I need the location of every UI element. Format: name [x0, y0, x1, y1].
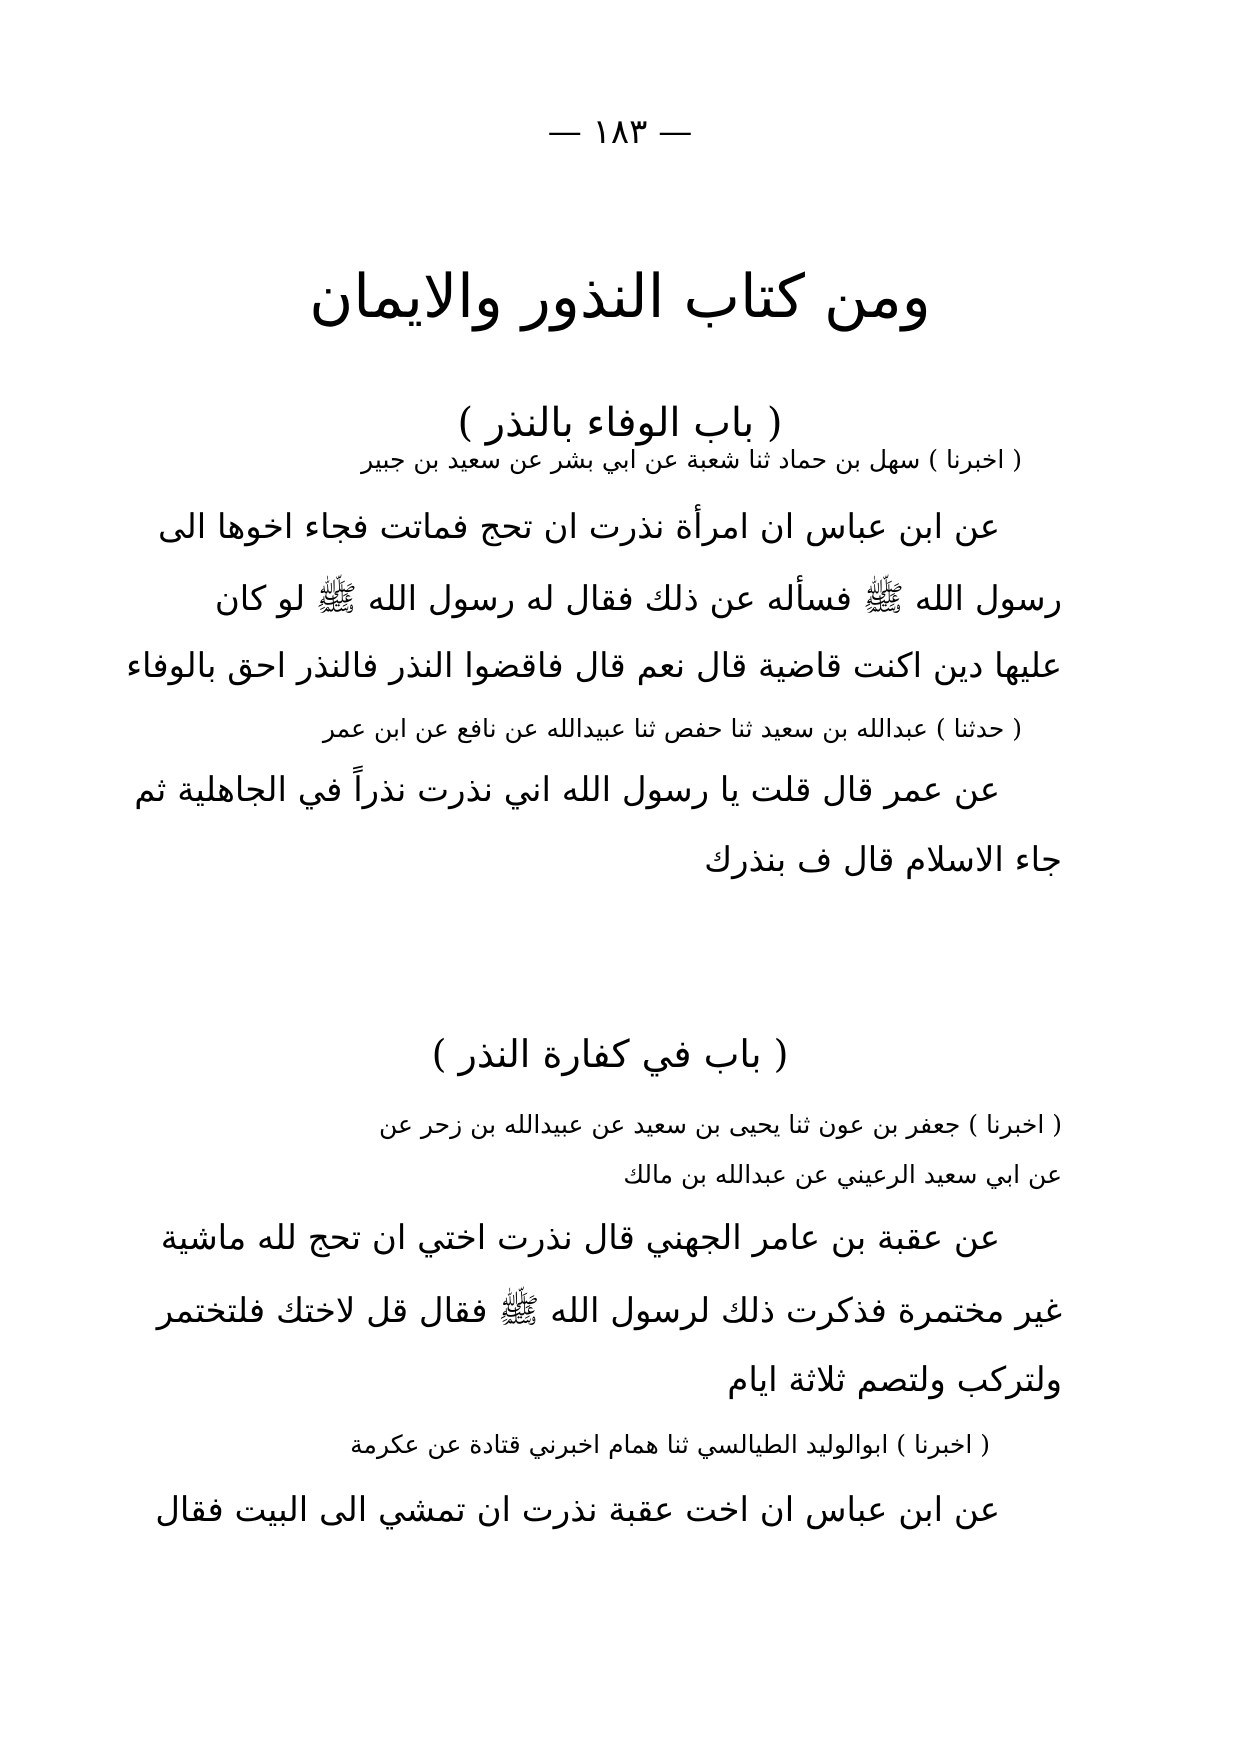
- matn-line: عن عمر قال قلت يا رسول الله اني نذرت نذراً في الجاهلية ثم: [134, 770, 1000, 810]
- matn-line: عن عقبة بن عامر الجهني قال نذرت اختي ان تحج لله ماشية: [160, 1218, 1000, 1258]
- isnad-line: ( اخبرنا ) ابوالوليد الطيالسي ثنا همام اخبرني قتادة عن عكرمة: [350, 1430, 990, 1459]
- section-heading-kaffara: ( باب في كفارة النذر ): [431, 1032, 789, 1076]
- isnad-line: عن ابي سعيد الرعيني عن عبدالله بن مالك: [623, 1160, 1062, 1189]
- matn-line: رسول الله ﷺ فسأله عن ذلك فقال له رسول الله ﷺ لو كان: [214, 579, 1062, 619]
- isnad-line: ( اخبرنا ) جعفر بن عون ثنا يحيى بن سعيد عن عبيدالله بن زحر عن: [378, 1110, 1062, 1139]
- page-number: — ١٨٣ —: [547, 112, 693, 152]
- matn-line: جاء الاسلام قال ف بنذرك: [704, 840, 1062, 880]
- matn-line: عليها دين اكنت قاضية قال نعم قال فاقضوا النذر فالنذر احق بالوفاء: [126, 646, 1062, 686]
- matn-line: عن ابن عباس ان اخت عقبة نذرت ان تمشي الى البيت فقال: [155, 1490, 1000, 1530]
- matn-line: عن ابن عباس ان امرأة نذرت ان تحج فماتت فجاء اخوها الى: [158, 507, 1000, 547]
- matn-line: ولتركب ولتصم ثلاثة ايام: [727, 1360, 1062, 1400]
- isnad-line: ( حدثنا ) عبدالله بن سعيد ثنا حفص ثنا عبيدالله عن نافع عن ابن عمر: [322, 714, 1022, 743]
- section-heading-wafa: ( باب الوفاء بالنذر ): [457, 400, 783, 446]
- chapter-title: ومن كتاب النذور والايمان: [309, 262, 931, 332]
- isnad-line: ( اخبرنا ) سهل بن حماد ثنا شعبة عن ابي بشر عن سعيد بن جبير: [361, 445, 1022, 474]
- matn-line: غير مختمرة فذكرت ذلك لرسول الله ﷺ فقال قل لاختك فلتختمر: [156, 1291, 1062, 1331]
